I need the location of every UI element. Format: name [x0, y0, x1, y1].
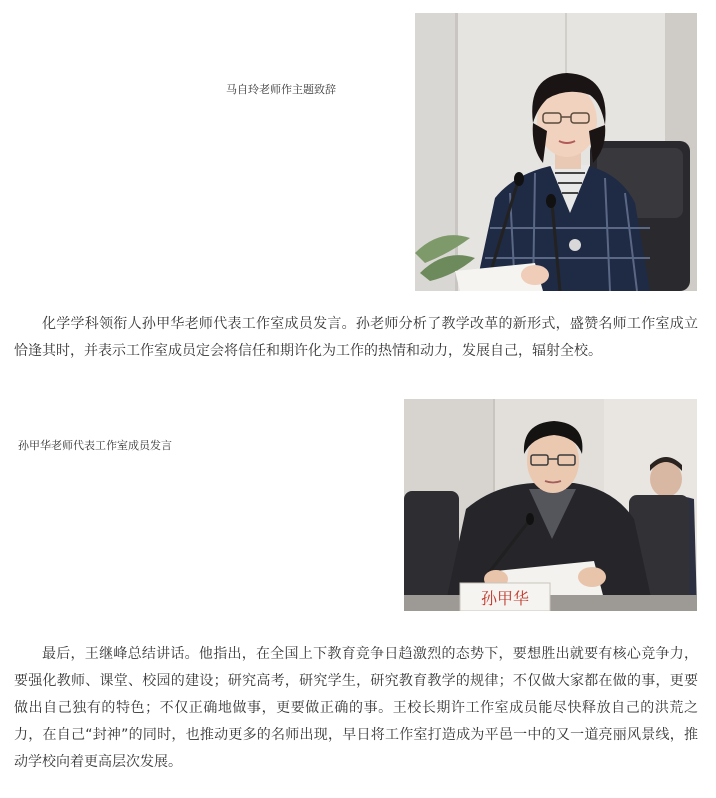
caption-ma-ziling-speech: 马自玲老师作主题致辞: [226, 83, 336, 96]
paragraph-wang-jifeng-summary: 最后，王继峰总结讲话。他指出，在全国上下教育竞争日趋激烈的态势下，要想胜出就要有核心竞争力，要强化教师、课堂、校园的建设；研究高考，研究学生，研究教育教学的规律；不仅做大家都在做的事，更要做出自己独有的特色；不仅正确地做事，更要做正确的事。王校长期许工作室成员能尽快释放自己的洪荒之力，在自己“封神”的同时，也推动更多的名师出现，早日将工作室打造成为平邑一中的又一道亮丽风景线，推动学校向着更高层次发展。: [14, 646, 698, 770]
nameplate-text: 孙甲华: [480, 589, 530, 608]
caption-sun-jiahua-speech: 孙甲华老师代表工作室成员发言: [18, 439, 172, 452]
photo-ma-ziling-speech: [415, 13, 697, 291]
photo-ma-ziling-graphic: [415, 13, 697, 291]
paragraph-sun-jiahua-speech: 化学学科领衔人孙甲华老师代表工作室成员发言。孙老师分析了教学改革的新形式，盛赞名师工作室成立恰逢其时，并表示工作室成员定会将信任和期许化为工作的热情和动力，发展自己，辐射全校。: [14, 316, 698, 359]
photo-sun-jiahua-graphic: [404, 399, 697, 611]
photo-sun-jiahua-speech: [404, 399, 697, 611]
